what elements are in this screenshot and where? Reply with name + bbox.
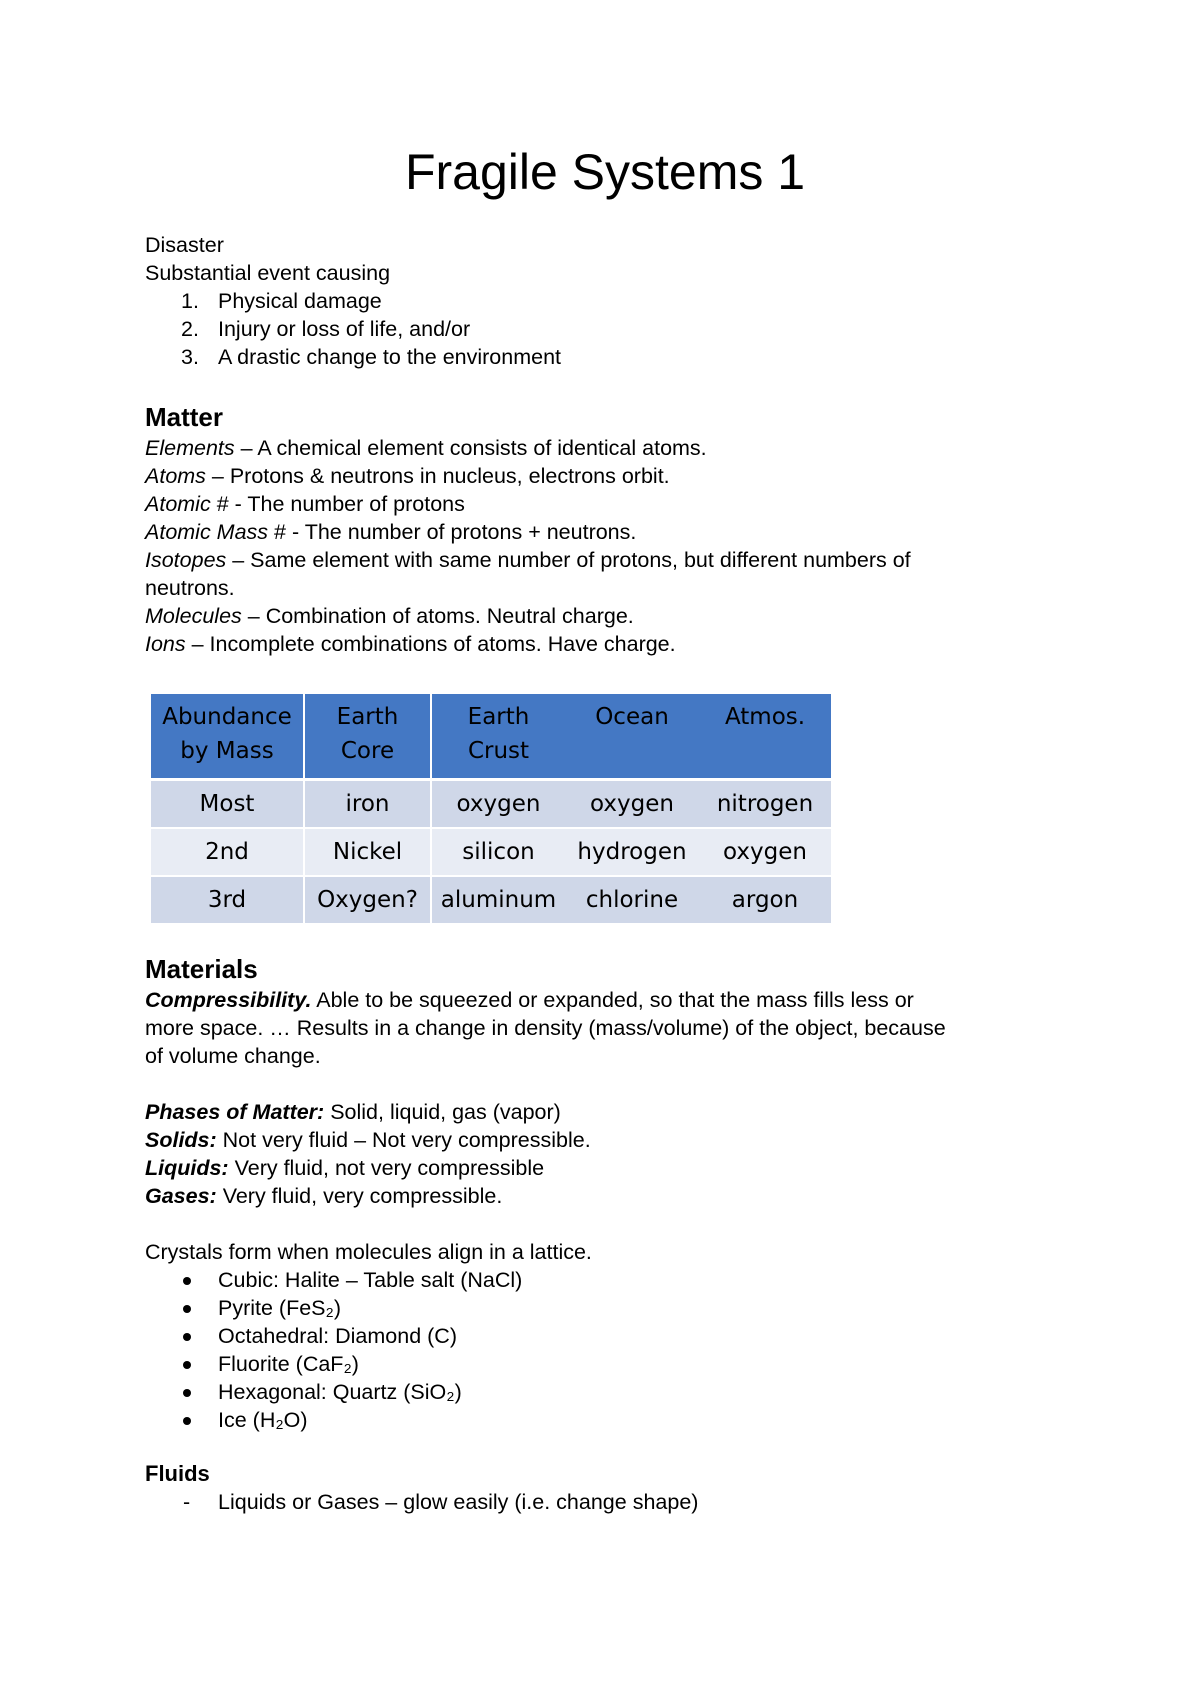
table-cell: nitrogen	[699, 781, 831, 829]
disaster-label: Disaster	[145, 233, 224, 257]
definition-line: Atomic Mass # - The number of protons + neutrons.	[145, 520, 637, 544]
table-cell: 3rd	[151, 877, 305, 925]
bullet-icon	[183, 1417, 191, 1425]
table-cell: hydrogen	[565, 829, 699, 877]
table-row	[151, 877, 831, 925]
table-cell: 2nd	[151, 829, 305, 877]
table-cell: chlorine	[565, 877, 699, 925]
table-cell: argon	[699, 877, 831, 925]
list-item: Cubic: Halite – Table salt (NaCl)	[145, 1266, 1065, 1294]
list-item: 1. Physical damage	[181, 289, 382, 313]
table-cell: oxygen	[565, 781, 699, 829]
table-cell: aluminum	[432, 877, 565, 925]
table-header-cell: Abundance by Mass	[151, 694, 305, 781]
bullet-icon	[183, 1389, 191, 1397]
page-title: Fragile Systems 1	[404, 144, 806, 200]
definition-line: Atoms – Protons & neutrons in nucleus, electrons orbit.	[145, 464, 670, 488]
fluids-heading: Fluids	[145, 1461, 210, 1486]
compressibility-line: Compressibility. Able to be squeezed or expanded, so that the mass fills less or	[145, 988, 914, 1012]
definition-line: Atomic # - The number of protons	[145, 492, 465, 516]
list-item: Hexagonal: Quartz (SiO₂)	[145, 1378, 1065, 1406]
disaster-list	[145, 287, 1065, 371]
matter-heading: Matter	[145, 402, 224, 432]
table-cell: oxygen	[432, 781, 565, 829]
table-cell: silicon	[432, 829, 565, 877]
compressibility-line: of volume change.	[145, 1044, 321, 1068]
table-cell: Nickel	[305, 829, 432, 877]
materials-heading: Materials	[145, 954, 258, 984]
table-header-cell: Atmos.	[699, 694, 831, 781]
matter-section	[145, 400, 1065, 658]
list-item: Octahedral: Diamond (C)	[145, 1322, 1065, 1350]
bullet-icon	[183, 1361, 191, 1369]
bullet-icon	[183, 1333, 191, 1341]
abundance-table	[151, 694, 831, 925]
compressibility-line: more space. … Results in a change in density (mass/volume) of the object, because	[145, 1016, 946, 1040]
disaster-section	[145, 231, 1065, 371]
blank-line	[145, 1210, 1065, 1238]
phase-line: Phases of Matter: Solid, liquid, gas (vapor)	[145, 1100, 561, 1124]
table-row	[151, 829, 831, 877]
definition-line: Ions – Incomplete combinations of atoms. Have charge.	[145, 632, 676, 656]
phase-line: Solids: Not very fluid – Not very compressible.	[145, 1128, 591, 1152]
bullet-icon	[183, 1305, 191, 1313]
list-item: Fluorite (CaF₂)	[145, 1350, 1065, 1378]
crystals-intro: Crystals form when molecules align in a lattice.	[145, 1240, 592, 1264]
fluids-list	[145, 1488, 1065, 1516]
definition-line: Elements – A chemical element consists of identical atoms.	[145, 436, 707, 460]
definition-line: Molecules – Combination of atoms. Neutral charge.	[145, 604, 634, 628]
list-item: Ice (H₂O)	[145, 1406, 1065, 1434]
table-cell: Most	[151, 781, 305, 829]
phase-line: Liquids: Very fluid, not very compressible	[145, 1156, 545, 1180]
list-item: 2. Injury or loss of life, and/or	[181, 317, 471, 341]
table-header-row	[151, 694, 831, 781]
list-item: Pyrite (FeS₂)	[145, 1294, 1065, 1322]
bullet-icon	[183, 1277, 191, 1285]
disaster-intro: Substantial event causing	[145, 261, 391, 285]
definition-line: neutrons.	[145, 576, 235, 600]
table-row	[151, 781, 831, 829]
definition-line: Isotopes – Same element with same number of protons, but different numbers of	[145, 548, 911, 572]
fluids-section	[145, 1460, 1065, 1516]
materials-section	[145, 952, 1065, 1434]
phase-line: Gases: Very fluid, very compressible.	[145, 1184, 503, 1208]
table-header-cell: Ocean	[565, 694, 699, 781]
crystals-list	[145, 1266, 1065, 1434]
blank-line	[145, 1070, 1065, 1098]
table-header-cell: Earth Crust	[432, 694, 565, 781]
table-cell: iron	[305, 781, 432, 829]
list-item: - Liquids or Gases – glow easily (i.e. change shape)	[183, 1490, 699, 1514]
table-cell: oxygen	[699, 829, 831, 877]
table-header-cell: Earth Core	[305, 694, 432, 781]
table-cell: Oxygen?	[305, 877, 432, 925]
list-item: 3. A drastic change to the environment	[181, 345, 562, 369]
